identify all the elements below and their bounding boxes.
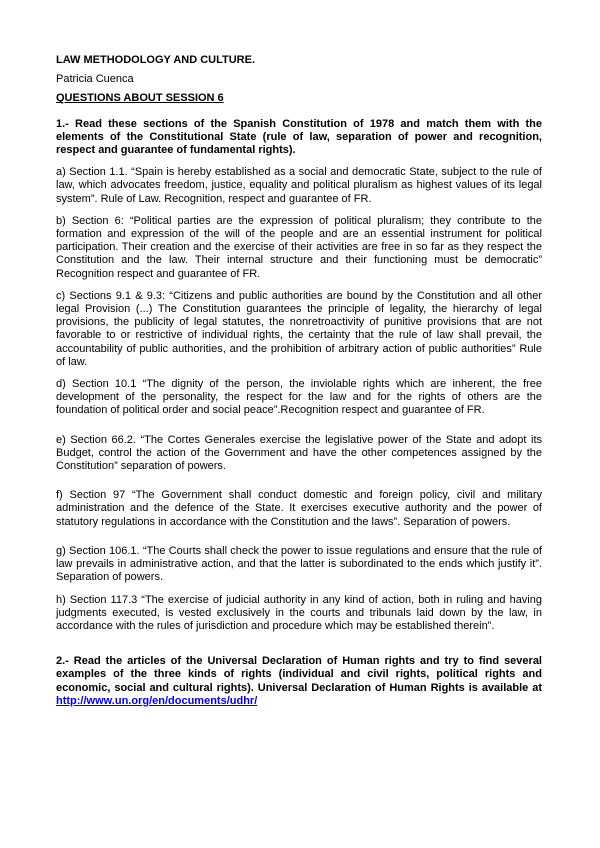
course-title: LAW METHODOLOGY AND CULTURE. [56,54,256,66]
session-heading: QUESTIONS ABOUT SESSION 6 [56,92,224,105]
author-name: Patricia Cuenca [56,73,134,86]
question-1-heading: 1.- Read these sections of the Spanish Constitution of 1978 and match them with the elements of the Constitutional State (rule of law, separation of power and recognition, respect and guarantee of fundamental rights). [56,117,542,157]
section-item-d: d) Section 10.1 “The dignity of the person, the inviolable rights which are inherent, the free development of the personality, the respect for the law and for the rights of others are the foundation of political order and social peace”.Recognition respect and guarantee of FR. [56,378,542,417]
section-item-c: c) Sections 9.1 & 9.3: “Citizens and public authorities are bound by the Constitution and all other legal Provision (...) The Constitution guarantees the principle of legality, the hierarchy of legal provisions, the publicity of legal statutes, the nonretroactivity of punitive provisions that are not favorable to or restrictive of individual rights, the certainty that the rule of law shall prevail, the accountability of public authorities, and the prohibition of arbitrary action of public authorities” Rule of law. [56,289,542,368]
question-2-heading [56,655,542,708]
section-item-f: f) Section 97 “The Government shall conduct domestic and foreign policy, civil and military administration and the defence of the State. It exercises executive authority and the power of statutory regulations in accordance with the Constitution and the laws”. Separation of powers. [56,489,542,528]
section-item-h: h) Section 117.3 “The exercise of judicial authority in any kind of action, both in ruling and having judgments executed, is vested exclusively in the courts and tribunals laid down by the law, in accordance with the rules of jurisdiction and procedure which may be established therein”. [56,593,542,632]
document-page [56,54,542,717]
section-item-a: a) Section 1.1. “Spain is hereby established as a social and democratic State, subject to the rule of law, which advocates freedom, justice, equality and political pluralism as highest values of its legal system”. Rule of Law. Recognition, respect and guarantee of FR. [56,166,542,205]
section-item-e: e) Section 66.2. “The Cortes Generales exercise the legislative power of the State and adopt its Budget, control the action of the Government and have the other competences assigned by the Constitution” separation of powers. [56,433,542,473]
section-item-b: b) Section 6: “Political parties are the expression of political pluralism; they contribute to the formation and expression of the will of the people and are an essential instrument for political participation. Their creation and the exercise of their activities are free in so far as they respect the Constitution and the law. Their internal structure and their functioning must be democratic” Recognition respect and guarantee of FR. [56,214,542,280]
udhr-link[interactable]: http://www.un.org/en/documents/udhr/ [56,694,258,707]
question-2-text: 2.- Read the articles of the Universal Declaration of Human rights and try to find several examples of the three kinds of rights (individual and civil rights, political rights and economic, social and cultural rights). Universal Declaration of Human Rights is available at [56,655,542,694]
section-item-g: g) Section 106.1. “The Courts shall check the power to issue regulations and ensure that the rule of law prevails in administrative action, and that the latter is subordinated to the ends which justify it”. Separation of powers. [56,544,542,584]
